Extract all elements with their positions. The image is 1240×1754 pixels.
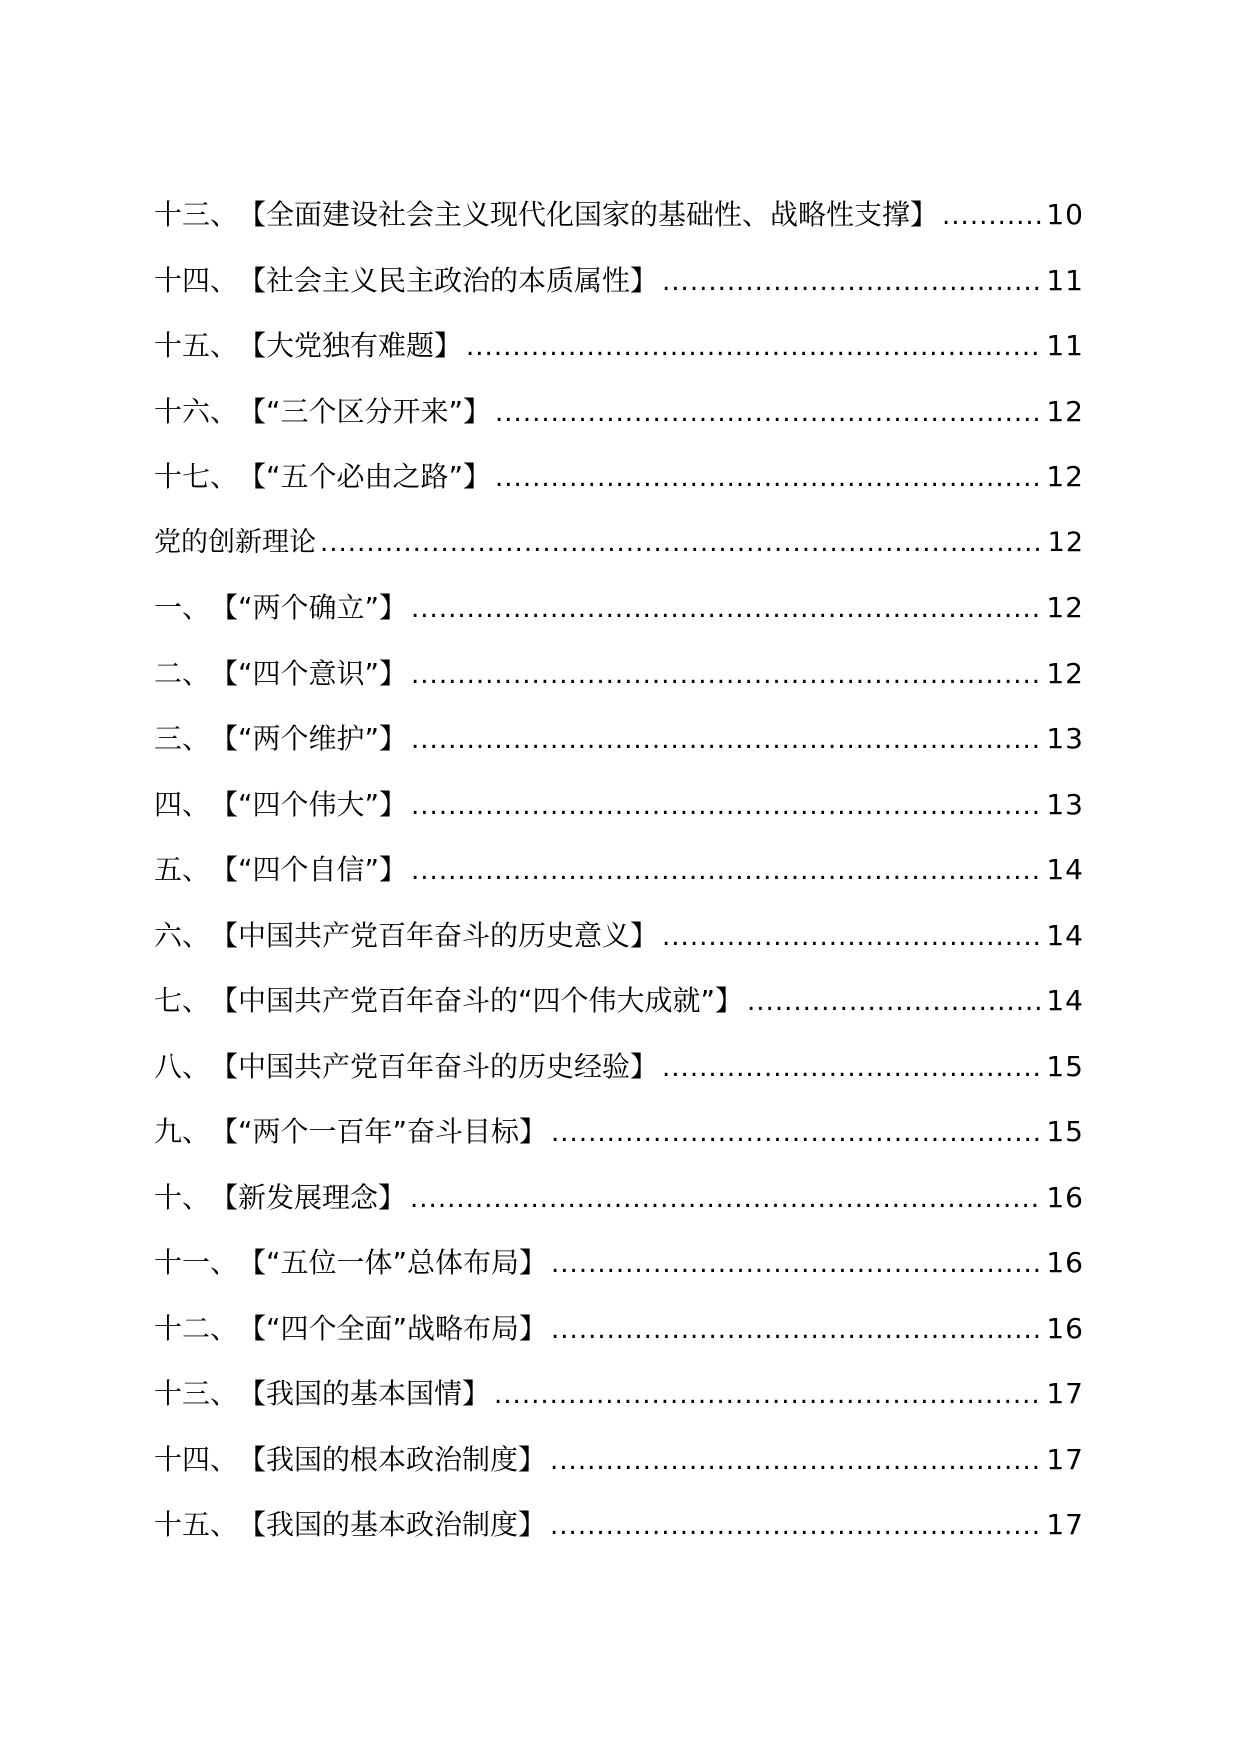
toc-entry-title: 【我国的根本政治制度】: [238, 1442, 547, 1476]
toc-page-number: 17: [1046, 1377, 1084, 1410]
toc-dot-leader: [410, 1167, 1042, 1233]
toc-dot-leader: [411, 774, 1042, 840]
toc-entry-number: 九、: [154, 1115, 211, 1148]
toc-entry-number: 十七、: [154, 460, 239, 493]
toc-entry-number: 二、: [154, 656, 211, 690]
toc-entry-number: 四、: [154, 787, 211, 821]
toc-entry-number: 三、: [154, 722, 211, 755]
toc-entry[interactable]: [154, 444, 1084, 510]
toc-entry[interactable]: [154, 837, 1084, 903]
toc-entry-number: 十二、: [154, 1311, 239, 1345]
toc-entry-title: 【“三个区分开来”】: [238, 394, 492, 428]
toc-dot-leader: [411, 708, 1042, 774]
toc-dot-leader: [551, 1101, 1042, 1167]
toc-entry-title: 【“五位一体”总体布局】: [238, 1246, 548, 1279]
toc-dot-leader: [942, 184, 1042, 250]
toc-entry-title: 【中国共产党百年奋斗的“四个伟大成就”】: [210, 984, 744, 1017]
toc-dot-leader: [747, 970, 1042, 1036]
toc-page-number: 16: [1046, 1246, 1084, 1279]
toc-page-number: 10: [1046, 198, 1084, 231]
toc-dot-leader: [411, 839, 1042, 905]
table-of-contents: [154, 182, 1084, 1558]
toc-entry-title: 【全面建设社会主义现代化国家的基础性、战略性支撑】: [238, 198, 939, 231]
toc-entry-number: 七、: [154, 984, 211, 1017]
toc-entry-title: 【中国共产党百年奋斗的历史意义】: [210, 918, 659, 952]
toc-entry-title: 【“五个必由之路”】: [238, 460, 492, 493]
toc-page-number: 16: [1046, 1180, 1084, 1214]
toc-entry-number: 五、: [154, 853, 211, 886]
toc-page-number: 13: [1046, 787, 1084, 821]
toc-entry[interactable]: [154, 575, 1084, 641]
toc-entry[interactable]: [154, 1034, 1084, 1100]
toc-dot-leader: [411, 577, 1042, 643]
toc-dot-leader: [466, 315, 1042, 381]
toc-section-heading[interactable]: [154, 510, 1084, 576]
toc-dot-leader: [551, 1298, 1042, 1364]
toc-page-number: 15: [1046, 1115, 1084, 1148]
toc-dot-leader: [320, 511, 1044, 577]
toc-entry-title: 党的创新理论: [154, 526, 316, 558]
toc-entry-title: 【“两个维护”】: [210, 722, 408, 755]
toc-dot-leader: [495, 446, 1042, 512]
toc-page-number: 17: [1046, 1508, 1084, 1541]
toc-entry-title: 【大党独有难题】: [238, 329, 463, 362]
toc-entry-number: 十三、: [154, 1377, 239, 1410]
toc-dot-leader: [662, 905, 1042, 971]
toc-entry-number: 一、: [154, 591, 211, 624]
toc-dot-leader: [662, 1036, 1042, 1102]
toc-dot-leader: [551, 1232, 1042, 1298]
toc-entry-number: 八、: [154, 1049, 211, 1083]
toc-entry-title: 【“两个一百年”奋斗目标】: [210, 1115, 548, 1148]
toc-entry[interactable]: [154, 641, 1084, 707]
toc-entry[interactable]: [154, 772, 1084, 838]
toc-entry[interactable]: [154, 1165, 1084, 1231]
toc-page-number: 13: [1046, 722, 1084, 755]
toc-page-number: 12: [1046, 591, 1084, 624]
toc-entry[interactable]: [154, 379, 1084, 445]
toc-dot-leader: [662, 250, 1042, 316]
toc-dot-leader: [550, 1429, 1042, 1495]
toc-entry[interactable]: [154, 1361, 1084, 1427]
toc-dot-leader: [494, 1363, 1042, 1429]
toc-entry[interactable]: [154, 313, 1084, 379]
toc-entry-number: 十一、: [154, 1246, 239, 1279]
toc-entry-title: 【“两个确立”】: [210, 591, 408, 624]
toc-entry[interactable]: [154, 1230, 1084, 1296]
toc-entry[interactable]: [154, 1296, 1084, 1362]
toc-page-number: 11: [1046, 329, 1084, 362]
toc-entry-title: 【“四个全面”战略布局】: [238, 1311, 548, 1345]
toc-entry-title: 【社会主义民主政治的本质属性】: [238, 263, 659, 297]
toc-dot-leader: [495, 381, 1042, 447]
toc-page-number: 12: [1046, 656, 1084, 690]
toc-entry[interactable]: [154, 903, 1084, 969]
toc-entry[interactable]: [154, 1427, 1084, 1493]
toc-entry-title: 【“四个意识”】: [210, 656, 408, 690]
toc-entry-title: 【中国共产党百年奋斗的历史经验】: [210, 1049, 659, 1083]
toc-entry[interactable]: [154, 1099, 1084, 1165]
toc-entry-title: 【我国的基本政治制度】: [238, 1508, 547, 1541]
toc-page-number: 14: [1046, 984, 1084, 1017]
toc-entry-title: 【“四个伟大”】: [210, 787, 408, 821]
toc-entry-number: 十四、: [154, 1442, 239, 1476]
toc-entry[interactable]: [154, 248, 1084, 314]
toc-entry-number: 十四、: [154, 263, 239, 297]
toc-entry[interactable]: [154, 182, 1084, 248]
toc-page-number: 16: [1046, 1311, 1084, 1345]
toc-entry-number: 六、: [154, 918, 211, 952]
toc-page-number: 14: [1046, 853, 1084, 886]
toc-page-number: 12: [1047, 526, 1084, 558]
toc-dot-leader: [411, 643, 1042, 709]
toc-dot-leader: [550, 1494, 1042, 1560]
toc-entry[interactable]: [154, 706, 1084, 772]
toc-page-number: 17: [1046, 1442, 1084, 1476]
toc-entry[interactable]: [154, 1492, 1084, 1558]
toc-entry-number: 十五、: [154, 329, 239, 362]
toc-entry-number: 十五、: [154, 1508, 239, 1541]
toc-page-number: 12: [1046, 460, 1084, 493]
toc-entry-title: 【我国的基本国情】: [238, 1377, 491, 1410]
toc-entry[interactable]: [154, 968, 1084, 1034]
toc-entry-number: 十六、: [154, 394, 239, 428]
toc-page-number: 14: [1046, 918, 1084, 952]
toc-entry-title: 【新发展理念】: [210, 1180, 407, 1214]
toc-page-number: 15: [1046, 1049, 1084, 1083]
toc-entry-title: 【“四个自信”】: [210, 853, 408, 886]
toc-page-number: 11: [1046, 263, 1084, 297]
toc-entry-number: 十三、: [154, 198, 239, 231]
toc-entry-number: 十、: [154, 1180, 211, 1214]
toc-page-number: 12: [1046, 394, 1084, 428]
